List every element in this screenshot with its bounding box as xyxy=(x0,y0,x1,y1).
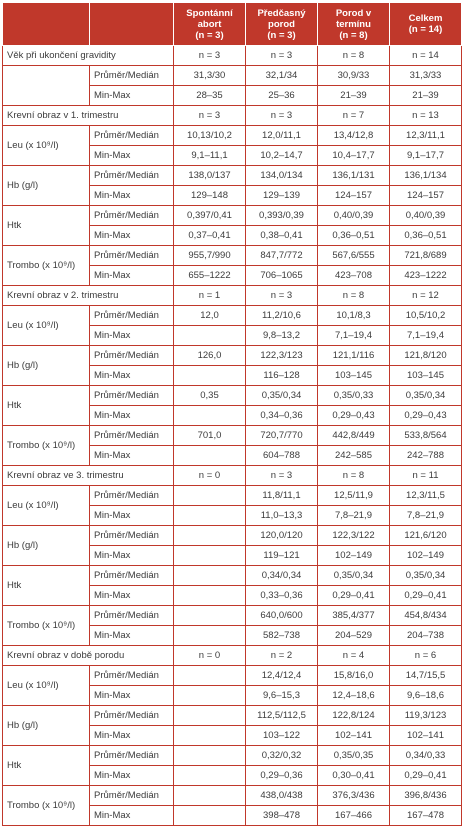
column-title: Předčasný porod xyxy=(257,7,306,30)
value-cell: 21–39 xyxy=(318,86,390,106)
value-cell: 11,8/11,1 xyxy=(246,486,318,506)
header-blank-cell xyxy=(90,3,174,46)
value-cell: 0,29–0,43 xyxy=(318,406,390,426)
value-cell: 720,7/770 xyxy=(246,426,318,446)
value-cell: 129–139 xyxy=(246,186,318,206)
statistic-label: Min-Max xyxy=(90,806,174,826)
value-cell: 242–585 xyxy=(318,446,390,466)
value-cell: 0,35/0,34 xyxy=(390,566,462,586)
parameter-label: Trombo (x 10⁹/l) xyxy=(3,606,90,646)
value-cell: 138,0/137 xyxy=(174,166,246,186)
value-cell: 15,8/16,0 xyxy=(318,666,390,686)
value-cell xyxy=(174,726,246,746)
statistic-label: Min-Max xyxy=(90,686,174,706)
section-header-row xyxy=(3,286,462,306)
value-cell: 423–1222 xyxy=(390,266,462,286)
column-header xyxy=(390,3,462,46)
value-cell: 12,3/11,1 xyxy=(390,126,462,146)
value-cell: 0,32/0,32 xyxy=(246,746,318,766)
value-cell: 0,33–0,36 xyxy=(246,586,318,606)
value-cell: 11,2/10,6 xyxy=(246,306,318,326)
value-cell: 12,3/11,5 xyxy=(390,486,462,506)
value-cell: 167–466 xyxy=(318,806,390,826)
value-cell: 0,393/0,39 xyxy=(246,206,318,226)
section-label: Věk při ukončení gravidity xyxy=(3,46,174,66)
value-cell: 533,8/564 xyxy=(390,426,462,446)
section-label: Krevní obraz v době porodu xyxy=(3,646,174,666)
value-cell xyxy=(174,586,246,606)
section-label: Krevní obraz ve 3. trimestru xyxy=(3,466,174,486)
value-cell: 0,29–0,41 xyxy=(318,586,390,606)
statistic-label: Průměr/Medián xyxy=(90,606,174,626)
value-cell: 438,0/438 xyxy=(246,786,318,806)
table-row xyxy=(3,706,462,726)
column-title: Spontánní abort xyxy=(186,7,233,30)
statistic-label: Průměr/Medián xyxy=(90,306,174,326)
table-row xyxy=(3,386,462,406)
value-cell xyxy=(174,526,246,546)
value-cell: 122,3/123 xyxy=(246,346,318,366)
value-cell: 120,0/120 xyxy=(246,526,318,546)
value-cell: 102–141 xyxy=(318,726,390,746)
table-row xyxy=(3,526,462,546)
value-cell: 398–478 xyxy=(246,806,318,826)
section-header-row xyxy=(3,106,462,126)
value-cell: 7,1–19,4 xyxy=(390,326,462,346)
section-n: n = 8 xyxy=(318,466,390,486)
value-cell: 0,35/0,34 xyxy=(246,386,318,406)
value-cell: 21–39 xyxy=(390,86,462,106)
table-row xyxy=(3,246,462,266)
value-cell: 423–708 xyxy=(318,266,390,286)
statistic-label: Min-Max xyxy=(90,506,174,526)
value-cell: 955,7/990 xyxy=(174,246,246,266)
value-cell: 167–478 xyxy=(390,806,462,826)
value-cell xyxy=(174,486,246,506)
parameter-label: Leu (x 10⁹/l) xyxy=(3,666,90,706)
value-cell xyxy=(174,786,246,806)
value-cell: 396,8/436 xyxy=(390,786,462,806)
value-cell: 134,0/134 xyxy=(246,166,318,186)
value-cell: 0,34/0,33 xyxy=(390,746,462,766)
value-cell: 32,1/34 xyxy=(246,66,318,86)
value-cell: 0,35/0,33 xyxy=(318,386,390,406)
section-n: n = 14 xyxy=(390,46,462,66)
statistic-label: Min-Max xyxy=(90,86,174,106)
section-label: Krevní obraz v 2. trimestru xyxy=(3,286,174,306)
statistic-label: Min-Max xyxy=(90,626,174,646)
value-cell: 103–122 xyxy=(246,726,318,746)
value-cell: 121,6/120 xyxy=(390,526,462,546)
column-header xyxy=(246,3,318,46)
value-cell xyxy=(174,446,246,466)
value-cell: 655–1222 xyxy=(174,266,246,286)
table-row xyxy=(3,166,462,186)
value-cell xyxy=(174,606,246,626)
value-cell: 12,0 xyxy=(174,306,246,326)
value-cell: 604–788 xyxy=(246,446,318,466)
column-n: (n = 8) xyxy=(339,29,368,41)
value-cell: 122,3/122 xyxy=(318,526,390,546)
table-row xyxy=(3,126,462,146)
statistic-label: Min-Max xyxy=(90,546,174,566)
section-header-row xyxy=(3,46,462,66)
header-row xyxy=(3,3,462,46)
value-cell: 31,3/33 xyxy=(390,66,462,86)
parameter-label: Hb (g/l) xyxy=(3,526,90,566)
value-cell: 0,37–0,41 xyxy=(174,226,246,246)
value-cell xyxy=(174,366,246,386)
value-cell xyxy=(174,806,246,826)
column-header xyxy=(174,3,246,46)
section-n: n = 2 xyxy=(246,646,318,666)
parameter-label: Htk xyxy=(3,206,90,246)
value-cell: 116–128 xyxy=(246,366,318,386)
value-cell: 10,4–17,7 xyxy=(318,146,390,166)
table-row xyxy=(3,786,462,806)
value-cell: 7,8–21,9 xyxy=(318,506,390,526)
value-cell: 12,4/12,4 xyxy=(246,666,318,686)
value-cell: 30,9/33 xyxy=(318,66,390,86)
section-n: n = 8 xyxy=(318,46,390,66)
value-cell: 103–145 xyxy=(390,366,462,386)
statistic-label: Průměr/Medián xyxy=(90,246,174,266)
section-n: n = 3 xyxy=(174,106,246,126)
section-n: n = 4 xyxy=(318,646,390,666)
value-cell: 0,29–0,43 xyxy=(390,406,462,426)
parameter-label: Leu (x 10⁹/l) xyxy=(3,126,90,166)
statistic-label: Min-Max xyxy=(90,446,174,466)
parameter-label: Trombo (x 10⁹/l) xyxy=(3,246,90,286)
value-cell: 376,3/436 xyxy=(318,786,390,806)
table-row xyxy=(3,566,462,586)
value-cell xyxy=(174,326,246,346)
value-cell: 847,7/772 xyxy=(246,246,318,266)
value-cell: 126,0 xyxy=(174,346,246,366)
section-n: n = 3 xyxy=(246,466,318,486)
statistic-label: Min-Max xyxy=(90,766,174,786)
value-cell xyxy=(174,546,246,566)
section-header-row xyxy=(3,646,462,666)
value-cell: 0,29–0,36 xyxy=(246,766,318,786)
value-cell: 640,0/600 xyxy=(246,606,318,626)
section-n: n = 3 xyxy=(174,46,246,66)
value-cell: 0,38–0,41 xyxy=(246,226,318,246)
table-row xyxy=(3,426,462,446)
value-cell: 121,1/116 xyxy=(318,346,390,366)
value-cell: 0,36–0,51 xyxy=(390,226,462,246)
value-cell: 124–157 xyxy=(390,186,462,206)
value-cell: 102–149 xyxy=(390,546,462,566)
value-cell: 12,5/11,9 xyxy=(318,486,390,506)
parameter-label: Hb (g/l) xyxy=(3,346,90,386)
section-n: n = 13 xyxy=(390,106,462,126)
parameter-label: Trombo (x 10⁹/l) xyxy=(3,786,90,826)
statistic-label: Min-Max xyxy=(90,226,174,246)
column-title: Porod v termínu xyxy=(335,7,372,30)
value-cell: 567,6/555 xyxy=(318,246,390,266)
value-cell: 0,40/0,39 xyxy=(318,206,390,226)
section-n: n = 3 xyxy=(246,46,318,66)
results-table xyxy=(2,2,462,826)
value-cell: 454,8/434 xyxy=(390,606,462,626)
value-cell: 204–738 xyxy=(390,626,462,646)
value-cell: 122,8/124 xyxy=(318,706,390,726)
value-cell: 13,4/12,8 xyxy=(318,126,390,146)
statistic-label: Min-Max xyxy=(90,406,174,426)
value-cell: 103–145 xyxy=(318,366,390,386)
value-cell: 129–148 xyxy=(174,186,246,206)
value-cell: 10,13/10,2 xyxy=(174,126,246,146)
parameter-label: Leu (x 10⁹/l) xyxy=(3,306,90,346)
value-cell: 10,2–14,7 xyxy=(246,146,318,166)
statistic-label: Průměr/Medián xyxy=(90,346,174,366)
statistic-label: Průměr/Medián xyxy=(90,566,174,586)
statistic-label: Průměr/Medián xyxy=(90,126,174,146)
column-n: (n = 14) xyxy=(408,24,443,35)
value-cell xyxy=(174,706,246,726)
parameter-label xyxy=(3,66,90,106)
value-cell xyxy=(174,626,246,646)
value-cell: 0,34/0,34 xyxy=(246,566,318,586)
statistic-label: Min-Max xyxy=(90,366,174,386)
column-n: (n = 3) xyxy=(195,29,224,41)
value-cell: 28–35 xyxy=(174,86,246,106)
section-n: n = 8 xyxy=(318,286,390,306)
parameter-label: Htk xyxy=(3,746,90,786)
value-cell xyxy=(174,406,246,426)
section-n: n = 3 xyxy=(246,106,318,126)
value-cell: 112,5/112,5 xyxy=(246,706,318,726)
value-cell: 31,3/30 xyxy=(174,66,246,86)
column-title: Celkem xyxy=(408,13,443,24)
value-cell xyxy=(174,566,246,586)
value-cell: 12,0/11,1 xyxy=(246,126,318,146)
value-cell: 136,1/134 xyxy=(390,166,462,186)
statistic-label: Min-Max xyxy=(90,726,174,746)
statistic-label: Min-Max xyxy=(90,586,174,606)
statistic-label: Průměr/Medián xyxy=(90,746,174,766)
table-row xyxy=(3,306,462,326)
parameter-label: Hb (g/l) xyxy=(3,706,90,746)
table-row xyxy=(3,746,462,766)
value-cell: 7,1–19,4 xyxy=(318,326,390,346)
statistic-label: Průměr/Medián xyxy=(90,66,174,86)
value-cell xyxy=(174,766,246,786)
statistic-label: Průměr/Medián xyxy=(90,206,174,226)
table-row xyxy=(3,66,462,86)
value-cell: 102–141 xyxy=(390,726,462,746)
section-n: n = 7 xyxy=(318,106,390,126)
value-cell xyxy=(174,666,246,686)
statistic-label: Min-Max xyxy=(90,146,174,166)
value-cell: 582–738 xyxy=(246,626,318,646)
value-cell: 721,8/689 xyxy=(390,246,462,266)
value-cell: 9,6–15,3 xyxy=(246,686,318,706)
value-cell: 10,1/8,3 xyxy=(318,306,390,326)
table-body xyxy=(3,46,462,826)
value-cell: 0,40/0,39 xyxy=(390,206,462,226)
header-blank-cell xyxy=(3,3,90,46)
value-cell: 11,0–13,3 xyxy=(246,506,318,526)
value-cell: 0,30–0,41 xyxy=(318,766,390,786)
value-cell: 0,35 xyxy=(174,386,246,406)
statistic-label: Průměr/Medián xyxy=(90,426,174,446)
statistic-label: Min-Max xyxy=(90,326,174,346)
value-cell: 385,4/377 xyxy=(318,606,390,626)
value-cell: 0,34–0,36 xyxy=(246,406,318,426)
value-cell: 14,7/15,5 xyxy=(390,666,462,686)
value-cell: 204–529 xyxy=(318,626,390,646)
statistic-label: Průměr/Medián xyxy=(90,166,174,186)
table-row xyxy=(3,666,462,686)
value-cell: 0,35/0,34 xyxy=(390,386,462,406)
value-cell: 0,397/0,41 xyxy=(174,206,246,226)
section-n: n = 11 xyxy=(390,466,462,486)
value-cell: 119,3/123 xyxy=(390,706,462,726)
value-cell: 9,6–18,6 xyxy=(390,686,462,706)
value-cell: 9,1–17,7 xyxy=(390,146,462,166)
value-cell xyxy=(174,686,246,706)
section-label: Krevní obraz v 1. trimestru xyxy=(3,106,174,126)
section-n: n = 12 xyxy=(390,286,462,306)
statistic-label: Průměr/Medián xyxy=(90,486,174,506)
value-cell: 136,1/131 xyxy=(318,166,390,186)
value-cell: 701,0 xyxy=(174,426,246,446)
value-cell: 25–36 xyxy=(246,86,318,106)
value-cell xyxy=(174,506,246,526)
value-cell: 0,29–0,41 xyxy=(390,766,462,786)
value-cell: 7,8–21,9 xyxy=(390,506,462,526)
parameter-label: Hb (g/l) xyxy=(3,166,90,206)
parameter-label: Htk xyxy=(3,386,90,426)
section-header-row xyxy=(3,466,462,486)
value-cell: 102–149 xyxy=(318,546,390,566)
section-n: n = 6 xyxy=(390,646,462,666)
value-cell: 12,4–18,6 xyxy=(318,686,390,706)
value-cell xyxy=(174,746,246,766)
statistic-label: Průměr/Medián xyxy=(90,666,174,686)
parameter-label: Trombo (x 10⁹/l) xyxy=(3,426,90,466)
statistic-label: Min-Max xyxy=(90,186,174,206)
section-n: n = 0 xyxy=(174,646,246,666)
statistic-label: Průměr/Medián xyxy=(90,386,174,406)
table-row xyxy=(3,606,462,626)
section-n: n = 0 xyxy=(174,466,246,486)
table-row xyxy=(3,486,462,506)
value-cell: 124–157 xyxy=(318,186,390,206)
parameter-label: Leu (x 10⁹/l) xyxy=(3,486,90,526)
statistic-label: Průměr/Medián xyxy=(90,706,174,726)
column-n: (n = 3) xyxy=(267,29,296,41)
column-header xyxy=(318,3,390,46)
value-cell: 121,8/120 xyxy=(390,346,462,366)
value-cell: 0,35/0,34 xyxy=(318,566,390,586)
parameter-label: Htk xyxy=(3,566,90,606)
value-cell: 119–121 xyxy=(246,546,318,566)
value-cell: 442,8/449 xyxy=(318,426,390,446)
section-n: n = 3 xyxy=(246,286,318,306)
statistic-label: Průměr/Medián xyxy=(90,786,174,806)
table-row xyxy=(3,346,462,366)
value-cell: 706–1065 xyxy=(246,266,318,286)
value-cell: 0,36–0,51 xyxy=(318,226,390,246)
statistic-label: Průměr/Medián xyxy=(90,526,174,546)
value-cell: 0,29–0,41 xyxy=(390,586,462,606)
value-cell: 9,8–13,2 xyxy=(246,326,318,346)
value-cell: 10,5/10,2 xyxy=(390,306,462,326)
value-cell: 0,35/0,35 xyxy=(318,746,390,766)
section-n: n = 1 xyxy=(174,286,246,306)
table-row xyxy=(3,206,462,226)
value-cell: 9,1–11,1 xyxy=(174,146,246,166)
statistic-label: Min-Max xyxy=(90,266,174,286)
value-cell: 242–788 xyxy=(390,446,462,466)
